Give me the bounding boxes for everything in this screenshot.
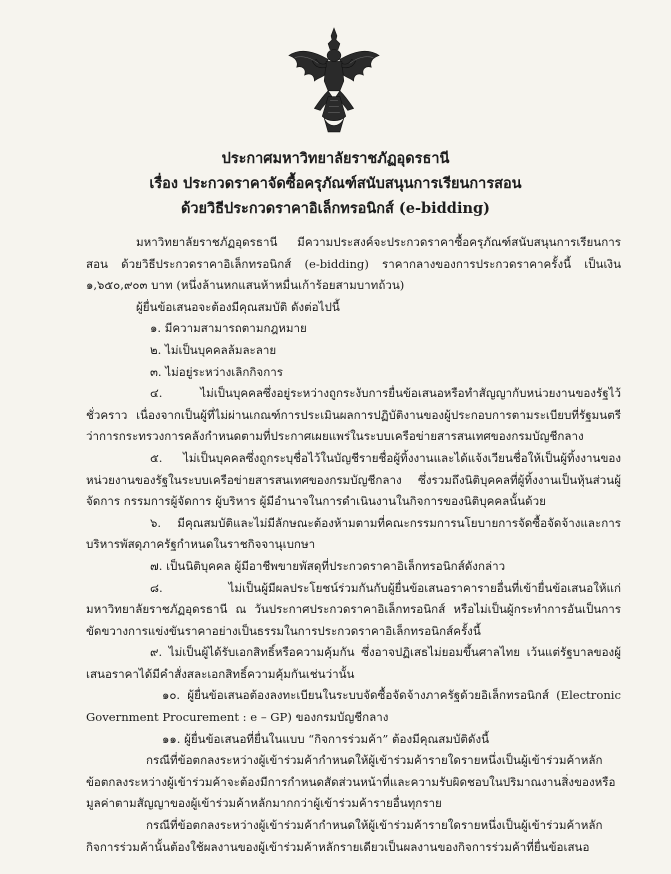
intro-paragraph: มหาวิทยาลัยราชภัฏอุดรธานี มีความประสงค์จะประกวดราคาซื้อครุภัณฑ์สนับสนุนการเรียนการสอน ด้วยวิธีประกวดราคาอิเล็กทรอนิกส์ (e-bidding) ราคากลางของการประกวดราคาครั้งนี้ เป็นเงิน ๑,๖๕๐,๙๐๓ บาท (หนึ่งล้านหกแสนห้าหมื่นเก้าร้อยสามบาทถ้วน) bbox=[86, 235, 621, 293]
qualification-item-2: ๒. ไม่เป็นบุคคลล้มละลาย bbox=[150, 342, 277, 357]
qualification-item-6: ๖. มีคุณสมบัติและไม่มีลักษณะต้องห้ามตามที่คณะกรรมการนโยบายการจัดซื้อจัดจ้างและการบริหารพัสดุภาครัฐกำหนดในราชกิจจานุเบกษา bbox=[86, 515, 621, 552]
qualification-item-1: ๑. มีความสามารถตามกฎหมาย bbox=[150, 321, 307, 336]
qualification-item-8: ๘. ไม่เป็นผู้มีผลประโยชน์ร่วมกันกับผู้ยื่นข้อเสนอราคารายอื่นที่เข้ายื่นข้อเสนอให้แก่มหาวิทยาลัยราชภัฏอุดรธานี ณ วันประกาศประกวดราคาอิเล็กทรอนิกส์ หรือไม่เป็นผู้กระทำการอันเป็นการขัดขวางการแข่งขันราคาอย่างเป็นธรรมในการประกวดราคาอิเล็กทรอนิกส์ครั้งนี้ bbox=[86, 580, 621, 638]
qualification-item-10: ๑๐. ผู้ยื่นข้อเสนอต้องลงทะเบียนในระบบจัดซื้อจัดจ้างภาครัฐด้วยอิเล็กทรอนิกส์ (Electronic Government Procurement : e – GP) ของกรมบัญชีกลาง bbox=[86, 688, 621, 725]
qualification-item-11: ๑๑. ผู้ยื่นข้อเสนอที่ยื่นในแบบ “กิจการร่วมค้า” ต้องมีคุณสมบัติดังนี้ bbox=[162, 731, 490, 746]
title-line-2: เรื่อง ประกวดราคาจัดซื้อครุภัณฑ์สนับสนุนการเรียนการสอน bbox=[149, 175, 522, 192]
qualification-item-4: ๔. ไม่เป็นบุคคลซึ่งอยู่ระหว่างถูกระงับการยื่นข้อเสนอหรือทำสัญญากับหน่วยงานของรัฐไว้ชั่วคราว เนื่องจากเป็นผู้ที่ไม่ผ่านเกณฑ์การประเมินผลการปฏิบัติงานของผู้ประกอบการตามระเบียบที่รัฐมนตรีว่าการกระทรวงการคลังกำหนดตามที่ประกาศเผยแพร่ในระบบเครือข่ายสารสนเทศของกรมบัญชีกลาง bbox=[86, 386, 621, 444]
qualification-item-9: ๙. ไม่เป็นผู้ได้รับเอกสิทธิ์หรือความคุ้มกัน ซึ่งอาจปฏิเสธไม่ยอมขึ้นศาลไทย เว้นแต่รัฐบาลของผู้เสนอราคาได้มีคำสั่งสละเอกสิทธิ์ความคุ้มกันเช่นว่านั้น bbox=[86, 645, 621, 681]
qualification-item-5: ๕. ไม่เป็นบุคคลซึ่งถูกระบุชื่อไว้ในบัญชีรายชื่อผู้ทิ้งงานและได้แจ้งเวียนชื่อให้เป็นผู้ทิ้งงานของหน่วยงานของรัฐในระบบเครือข่ายสารสนเทศของกรมบัญชีกลาง ซึ่งรวมถึงนิติบุคคลที่ผู้ทิ้งงานเป็นหุ้นส่วนผู้จัดการ กรรมการผู้จัดการ ผู้บริหาร ผู้มีอำนาจในการดำเนินงานในกิจการของนิติบุคคลนั้นด้วย bbox=[86, 450, 621, 509]
qualification-item-3: ๓. ไม่อยู่ระหว่างเลิกกิจการ bbox=[150, 364, 283, 379]
qualification-item-7: ๗. เป็นนิติบุคคล ผู้มีอาชีพขายพัสดุที่ประกวดราคาอิเล็กทรอนิกส์ดังกล่าว bbox=[150, 558, 506, 573]
title-line-3: ด้วยวิธีประกวดราคาอิเล็กทรอนิกส์ (e-bidding) bbox=[181, 200, 490, 217]
joint-venture-paragraph-1: กรณีที่ข้อตกลงระหว่างผู้เข้าร่วมค้ากำหนดให้ผู้เข้าร่วมค้ารายใดรายหนึ่งเป็นผู้เข้าร่วมค้าหลัก ข้อตกลงระหว่างผู้เข้าร่วมค้าจะต้องมีการกำหนดสัดส่วนหน้าที่และความรับผิดชอบในปริมาณงานสิ่งของหรือมูลค่าตามสัญญาของผู้เข้าร่วมค้าหลักมากกว่าผู้เข้าร่วมค้ารายอื่นทุกราย bbox=[86, 753, 616, 811]
qualifications-heading: ผู้ยื่นข้อเสนอจะต้องมีคุณสมบัติ ดังต่อไปนี้ bbox=[136, 299, 340, 314]
joint-venture-paragraph-2: กรณีที่ข้อตกลงระหว่างผู้เข้าร่วมค้ากำหนดให้ผู้เข้าร่วมค้ารายใดรายหนึ่งเป็นผู้เข้าร่วมค้าหลัก กิจการร่วมค้านั้นต้องใช้ผลงานของผู้เข้าร่วมค้าหลักรายเดียวเป็นผลงานของกิจการร่วมค้าที่ยื่นข้อเสนอ bbox=[86, 818, 603, 854]
garuda-emblem-icon bbox=[285, 26, 383, 134]
announcement-body bbox=[86, 232, 621, 858]
title-line-1: ประกาศมหาวิทยาลัยราชภัฏอุดรธานี bbox=[221, 150, 450, 167]
